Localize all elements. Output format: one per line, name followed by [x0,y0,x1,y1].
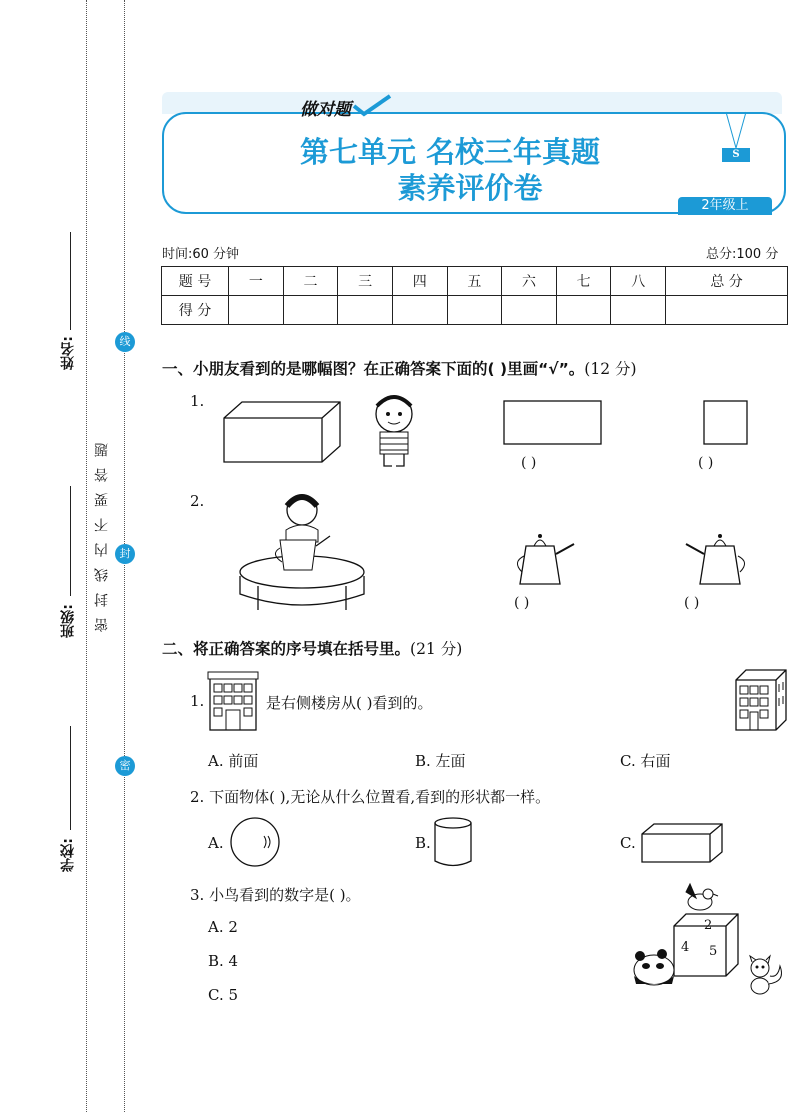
s1-q2-number: 2. [190,492,205,510]
seal-badge-line: 线 [115,332,135,352]
table-cell: 总 分 [666,267,788,296]
class-field-line[interactable] [70,486,71,596]
score-table-score-row [162,296,788,325]
s2-q2-option-a: A. [208,834,224,852]
s2-q1-number: 1. [190,692,205,710]
s2-q1-text: 是右侧楼房从( )看到的。 [266,694,433,712]
table-cell: 题 号 [162,267,229,296]
s2-q2-option-b: B. [415,834,431,852]
score-cell[interactable] [556,296,611,325]
cube-left-number: 4 [681,940,690,955]
name-label: 姓名: [60,336,76,370]
s2-q2-option-c: C. [620,834,636,852]
boy-illustration [362,392,436,472]
bird-illustration [680,882,720,916]
table-cell: 得 分 [162,296,229,325]
teapot-right-figure [684,532,750,588]
score-cell[interactable] [666,296,788,325]
seal-note: 密封线内不要答题 [94,432,110,632]
score-cell[interactable] [392,296,447,325]
squirrel-illustration [740,954,788,998]
score-cell[interactable] [502,296,557,325]
answer-blank[interactable]: ( ) [698,455,714,471]
score-cell[interactable] [447,296,502,325]
option-rectangle-figure [503,400,603,446]
edition-tag: S [722,148,750,162]
cylinder-figure [433,816,475,868]
s2-q3-text: 3. 小鸟看到的数字是( )。 [190,886,361,904]
section-1-heading-text: 一、小朋友看到的是哪幅图？在正确答案下面的( )里画“√”。 [162,360,585,378]
option-square-figure [703,400,749,446]
s2-q2-text: 2. 下面物体( ),无论从什么位置看,看到的形状都一样。 [190,788,551,806]
banner-top-strip [162,92,782,114]
table-cell: 四 [392,267,447,296]
cube-front-number: 5 [709,944,718,959]
table-cell: 八 [611,267,666,296]
building-front-figure [208,668,258,732]
score-cell[interactable] [229,296,284,325]
s2-q1-option-a: A. 前面 [208,752,259,770]
title-line-2: 素养评价卷 [397,171,543,205]
s1-q1-number: 1. [190,392,205,410]
table-cell: 三 [338,267,393,296]
name-field-line[interactable] [70,232,71,330]
grade-badge: 2年级上 [678,197,772,215]
binding-line-outer [86,0,87,1112]
s2-q3-option-c: C. 5 [208,986,239,1004]
tag-string-icon [722,112,736,148]
section-2-heading-text: 二、将正确答案的序号填在括号里。 [162,640,411,658]
box-figure [640,822,724,864]
section-1-heading [162,357,637,379]
s2-q3-option-b: B. 4 [208,952,239,970]
section-2-points: (21 分) [410,640,463,658]
table-cell: 五 [447,267,502,296]
table-cell: 一 [229,267,284,296]
table-cell: 二 [283,267,338,296]
answer-blank[interactable]: ( ) [521,455,537,471]
boy-at-table-illustration [236,490,368,616]
s2-q1-option-c: C. 右面 [620,752,671,770]
s2-q1-option-b: B. 左面 [415,752,466,770]
checkmark-icon [352,94,392,116]
cuboid-figure [222,400,342,466]
sphere-figure [228,816,284,868]
score-table [161,266,788,325]
section-2-heading [162,637,462,659]
cube-top-number: 2 [704,918,713,933]
time-limit: 时间:60 分钟 [162,247,240,262]
table-cell: 七 [556,267,611,296]
brand-logo: 做对题 [300,100,351,120]
school-field-line[interactable] [70,726,71,830]
total-score: 总分:100 分 [706,247,779,262]
score-table-header-row [162,267,788,296]
s2-q3-option-a: A. 2 [208,918,238,936]
teapot-left-figure [512,532,578,588]
seal-badge-secret: 密 [115,756,135,776]
building-3d-figure [734,668,788,732]
title-line-1: 第七单元 名校三年真题 [299,135,601,169]
answer-blank[interactable]: ( ) [684,595,700,611]
score-cell[interactable] [611,296,666,325]
section-1-points: (12 分) [584,360,637,378]
score-cell[interactable] [338,296,393,325]
answer-blank[interactable]: ( ) [514,595,530,611]
panda-illustration [628,946,676,986]
class-label: 班级: [60,604,76,638]
seal-badge-seal: 封 [115,544,135,564]
school-label: 学校: [60,838,76,872]
score-cell[interactable] [283,296,338,325]
table-cell: 六 [502,267,557,296]
